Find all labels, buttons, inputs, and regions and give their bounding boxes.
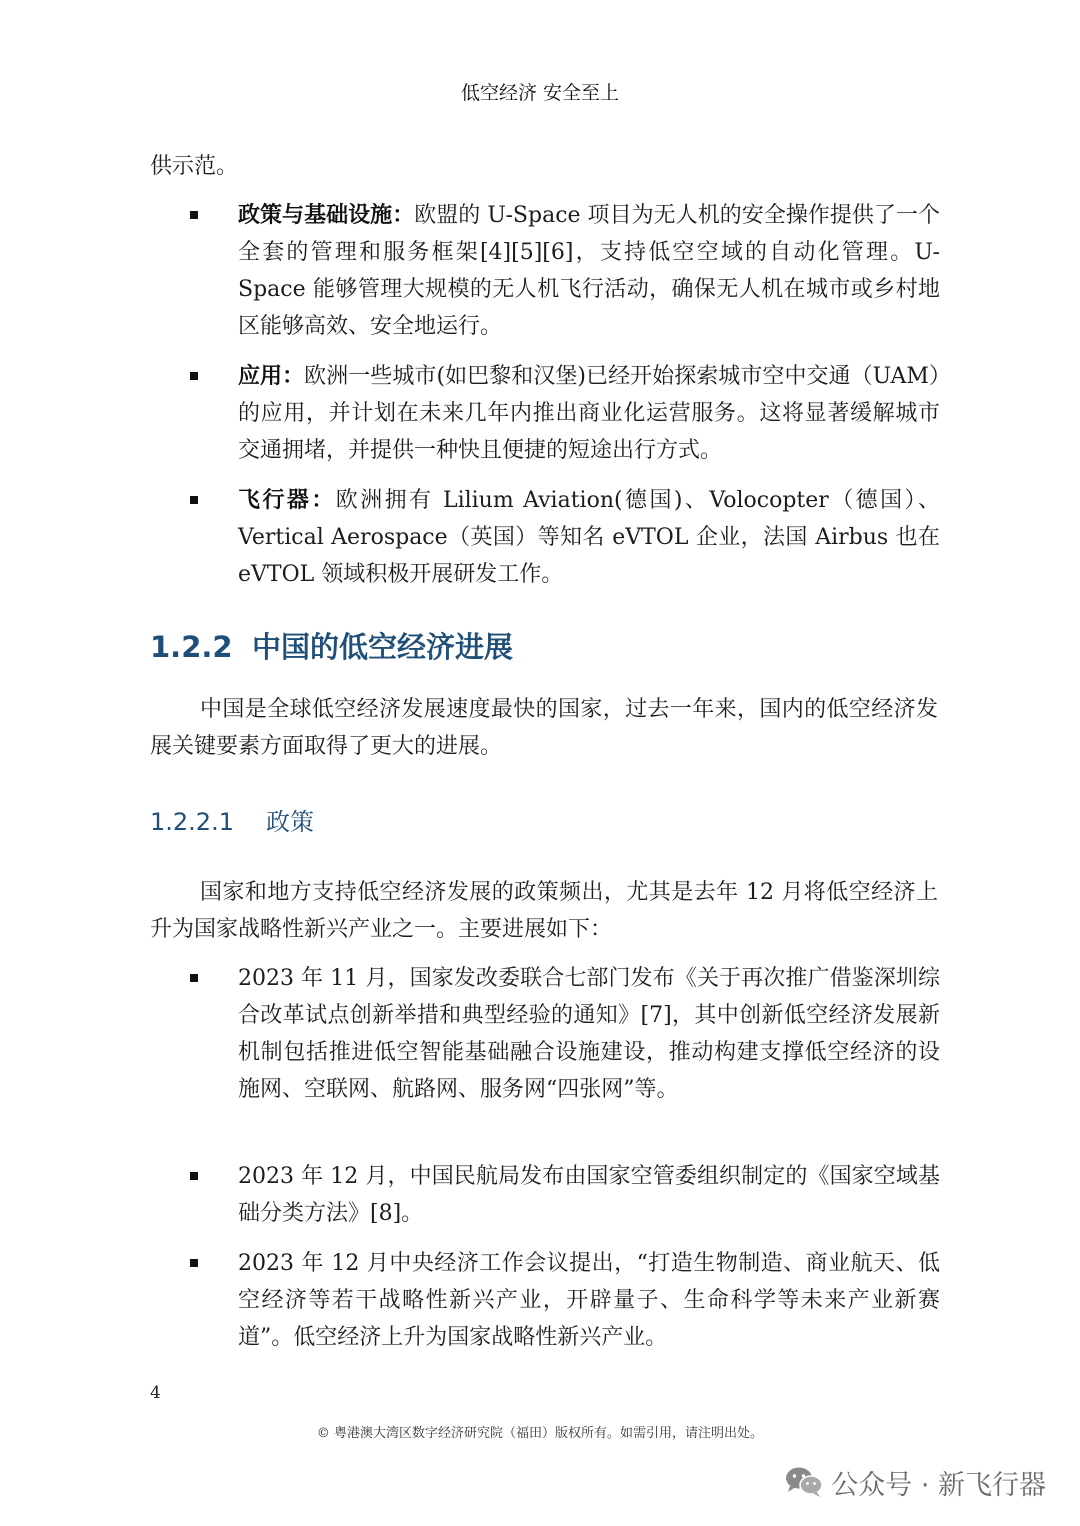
wechat-icon [785,1466,823,1498]
running-header: 低空经济 安全至上 [460,82,620,104]
section-paragraph: 国家和地方支持低空经济发展的政策频出，尤其是去年 12 月将低空经济上升为国家战略性新兴产业之一。主要进展如下： [150,880,938,942]
section-heading-1-2-2-1 [150,802,314,837]
list-item-text: 欧洲拥有 Lilium Aviation(德国)、Volocopter（德国）、Vertical Aerospace（英国）等知名 eVTOL 企业，法国 Airbus 也在 eVTOL 领域积极开展研发工作。 [238,488,940,587]
list-item-policy-infrastructure [190,197,940,345]
watermark-text: 公众号 · 新飞行器 [831,1469,1046,1501]
list-item-label: 政策与基础设施： [238,203,415,228]
list-item-aircraft [190,482,940,593]
section-paragraph: 中国是全球低空经济发展速度最快的国家，过去一年来，国内的低空经济发展关键要素方面取得了更大的进展。 [150,697,938,759]
section-heading-1-2-2 [150,625,513,666]
list-item-text: 欧盟的 U-Space 项目为无人机的安全操作提供了一个全套的管理和服务框架[4][5][6]，支持低空空域的自动化管理。U-Space 能够管理大规模的无人机飞行活动，确保无人机在城市或乡村地区能够高效、安全地运行。 [238,203,940,339]
intro-tail-text: 供示范。 [150,154,239,179]
bullet-marker [190,1172,198,1180]
list-item-policy-2023-11 [190,960,940,1108]
bullet-marker [190,496,198,504]
page-number: 4 [150,1383,161,1403]
list-item-label: 应用： [238,364,305,389]
list-item-text: 2023 年 11 月，国家发改委联合七部门发布《关于再次推广借鉴深圳综合改革试点创新举措和典型经验的通知》[7]，其中创新低空经济发展新机制包括推进低空智能基础融合设施建设，推动构建支撑低空经济的设施网、空联网、航路网、服务网“四张网”等。 [238,966,940,1102]
copyright-footer: © 粤港澳大湾区数字经济研究院（福田）版权所有。如需引用，请注明出处。 [316,1426,764,1441]
bullet-marker [190,372,198,380]
list-item-text: 2023 年 12 月，中国民航局发布由国家空管委组织制定的《国家空域基础分类方法》[8]。 [238,1164,940,1226]
list-item-policy-2023-12-airspace [190,1158,940,1232]
section-number: 1.2.2 [150,630,233,664]
list-item-label: 飞行器： [238,488,336,513]
list-item-text: 2023 年 12 月中央经济工作会议提出，“打造生物制造、商业航天、低空经济等若干战略性新兴产业，开辟量子、生命科学等未来产业新赛道”。低空经济上升为国家战略性新兴产业。 [238,1251,940,1350]
section-number: 1.2.2.1 [150,808,234,836]
watermark [785,1462,1046,1502]
section-title: 政策 [266,808,314,836]
bullet-marker [190,1259,198,1267]
bullet-marker [190,211,198,219]
list-item-policy-2023-12-conference [190,1245,940,1356]
bullet-marker [190,974,198,982]
section-title: 中国的低空经济进展 [252,630,514,664]
list-item-applications [190,358,940,469]
list-item-text: 欧洲一些城市(如巴黎和汉堡)已经开始探索城市空中交通（UAM）的应用，并计划在未来几年内推出商业化运营服务。这将显著缓解城市交通拥堵，并提供一种快且便捷的短途出行方式。 [238,364,940,463]
